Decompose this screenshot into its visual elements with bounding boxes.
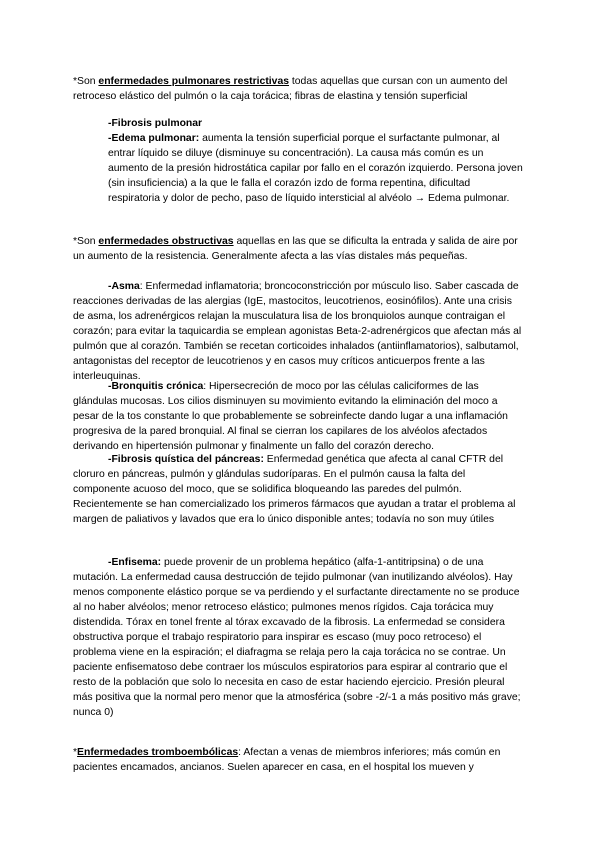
asma-label: -Asma [108, 281, 140, 292]
fibrosis-pulmonar-label: -Fibrosis pulmonar [108, 118, 203, 129]
thromboembolic-rest: : Afectan a venas de miembros inferiores; más común en pacientes encamados, ancianos. Suelen aparecer en casa, en el hospital los mueven y [73, 747, 501, 773]
fibrosis-quistica-paragraph [73, 452, 523, 527]
edema-text: aumenta la tensión superficial porque el surfactante pulmonar, al entrar líquido se diluye (disminuye su concentración). La causa más común es un aumento de la presión hidrostática capilar por fallo en el corazón izquierdo. Persona joven (sin insuficiencia) a la que le falla el corazón izdo de forma repentina, dificultad respiratoria y dolor de pecho, paso de líquido intersticial al alvéolo → Edema pulmonar. [108, 133, 523, 204]
fibrosis-pulmonar-heading [108, 116, 524, 131]
restrictive-rest: todas aquellas que cursan con un aumento del retroceso elástico del pulmón o la caja torácica; fibras de elastina y tensión superficial [73, 76, 508, 102]
enfisema-text: puede provenir de un problema hepático (alfa-1-antitripsina) o de una mutación. La enfermedad causa destrucción de tejido pulmonar (van inutilizando alvéolos). Hay menos componente elástico porque se va perdiendo y el surfactante directamente no se produce al no haber alvéolos; menor retroceso elástico; pulmones menos rígidos. Caja torácica muy distendida. Tórax en tonel frente al tórax excavado de la fibrosis. La enfermedad se considera obstructiva porque el trabajo respiratorio para inspirar es escaso (muy poco retroceso) el problema viene en la espiración; el diafragma se relaja pero la caja torácica no se contrae. Un paciente enfisematoso debe contraer los músculos espiratorios para espirar al contrario que el resto de la población que solo lo necesita en caso de estar haciendo ejercicio. Presión pleural más positiva que la normal pero menor que la atmosférica (sobre -2/-1 a más positivo más grave; nunca 0) [73, 557, 521, 718]
asma-paragraph [73, 279, 523, 384]
edema-paragraph [108, 131, 524, 206]
fibrosis-quistica-text: Enfermedad genética que afecta al canal CFTR del cloruro en páncreas, pulmón y glándulas sudoríparas. En el pulmón causa la falta del componente acuoso del moco, que se solidifica bloqueando las paredes del pulmón. Recientemente se han comercializado los primeros fármacos que ayudan a tratar el problema al margen de paliativos y lavados que era lo único disponible antes; todavía no son muy útiles [73, 454, 516, 525]
thromboembolic-paragraph [73, 745, 523, 775]
thromboembolic-prefix: * [73, 747, 78, 758]
restrictive-paragraph [73, 74, 523, 104]
enfisema-label: -Enfisema: [108, 557, 162, 568]
asma-text: : Enfermedad inflamatoria; broncoconstricción por músculo liso. Saber cascada de reacciones derivadas de las alergias (IgE, mastocitos, leucotrienos, eosinófilos). Ante una crisis de asma, los adrenérgicos relajan la musculatura lisa de los bronquiolos aunque contraigan el corazón; para evitar la taquicardia se emplean agonistas Beta-2-adrenérgicos que afectan más al pulmón que al corazón. También se recetan corticoides inhalados (antiinflamatorios), salbutamol, antagonistas del receptor de leucotrienos y en casos muy críticos anticuerpos frente a las interleuquinas. [73, 281, 522, 382]
edema-label: -Edema pulmonar: [108, 133, 200, 144]
bronquitis-label: -Bronquitis crónica [108, 381, 204, 392]
obstructive-term: enfermedades obstructivas [98, 236, 234, 247]
fibrosis-quistica-label: -Fibrosis quística del páncreas: [108, 454, 264, 465]
bronquitis-paragraph [73, 379, 523, 454]
obstructive-rest: aquellas en las que se dificulta la entrada y salida de aire por un aumento de la resistencia. Generalmente afecta a las vías distales más pequeñas. [73, 236, 518, 262]
obstructive-prefix: *Son [73, 236, 99, 247]
enfisema-paragraph [73, 555, 523, 720]
restrictive-prefix: *Son [73, 76, 99, 87]
thromboembolic-term: Enfermedades tromboembólicas [77, 747, 239, 758]
obstructive-paragraph [73, 234, 523, 264]
restrictive-term: enfermedades pulmonares restrictivas [98, 76, 289, 87]
bronquitis-text: : Hipersecreción de moco por las células caliciformes de las glándulas mucosas. Los cilios disminuyen su movimiento evitando la eliminación del moco a pesar de la tos constante lo que probablemente se sobreinfecte dando lugar a una inflamación progresiva de la pared bronquial. Al final se cierran los capilares de los alvéolos afectados derivando en hipertensión pulmonar y finalmente un fallo del corazón derecho. [73, 381, 508, 452]
